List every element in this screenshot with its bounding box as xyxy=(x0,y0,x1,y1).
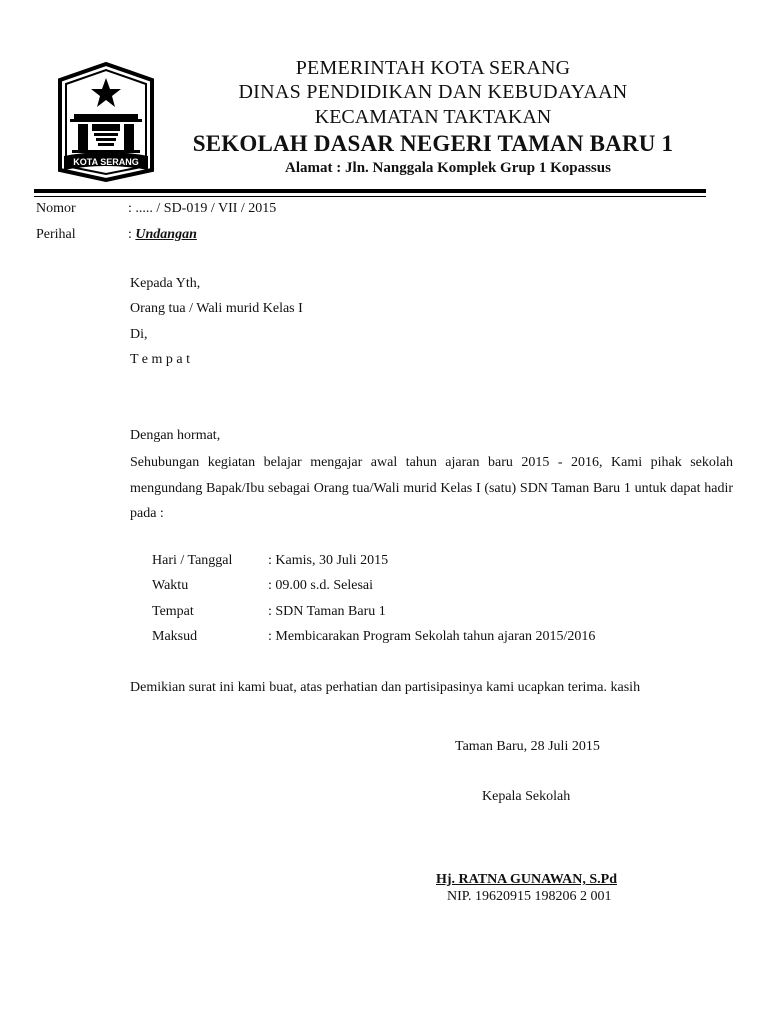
place-date: Taman Baru, 28 Juli 2015 xyxy=(455,739,600,754)
letterhead-divider-thin xyxy=(34,196,706,197)
detail-value-date: : Kamis, 30 Juli 2015 xyxy=(268,553,389,568)
recipient-greeting: Kepada Yth, xyxy=(130,276,201,291)
government-name: PEMERINTAH KOTA SERANG xyxy=(295,57,571,79)
school-address: Alamat : Jln. Nanggala Komplek Grup 1 Kopassus xyxy=(285,160,611,176)
logo-text: KOTA SERANG xyxy=(73,157,139,167)
signer-nip: NIP. 19620915 198206 2 001 xyxy=(447,889,612,904)
nomor-value: : ..... / SD-019 / VII / 2015 xyxy=(128,201,277,216)
perihal-field xyxy=(128,226,197,244)
closing-text: Demikian surat ini kami buat, atas perhatian dan partisipasinya kami ucapkan terima. kasih xyxy=(130,680,641,695)
recipient-di: Di, xyxy=(130,327,148,342)
perihal-value: Undangan xyxy=(135,227,197,242)
kota-serang-logo xyxy=(54,58,158,182)
detail-value-place: : SDN Taman Baru 1 xyxy=(268,604,386,619)
body-paragraph: Sehubungan kegiatan belajar mengajar awal tahun ajaran baru 2015 - 2016, Kami pihak sekolah mengundang Bapak/Ibu sebagai Orang tua/Wali murid Kelas I (satu) SDN Taman Baru 1 untuk dapat hadir pada : xyxy=(130,455,733,521)
district-name: KECAMATAN TAKTAKAN xyxy=(314,106,552,128)
nomor-label: Nomor xyxy=(36,201,76,216)
salutation: Dengan hormat, xyxy=(130,428,221,443)
letterhead-divider-thick xyxy=(34,189,706,193)
department-name: DINAS PENDIDIKAN DAN KEBUDAYAAN xyxy=(238,81,628,103)
detail-label-purpose: Maksud xyxy=(152,629,198,644)
detail-label-time: Waktu xyxy=(152,578,189,593)
detail-value-purpose: : Membicarakan Program Sekolah tahun ajaran 2015/2016 xyxy=(268,629,596,644)
detail-label-date: Hari / Tanggal xyxy=(152,553,233,568)
recipient-place: T e m p a t xyxy=(130,352,191,367)
detail-label-place: Tempat xyxy=(152,604,194,619)
perihal-colon: : xyxy=(128,227,136,242)
signer-name: Hj. RATNA GUNAWAN, S.Pd xyxy=(436,872,617,887)
school-name: SEKOLAH DASAR NEGERI TAMAN BARU 1 xyxy=(192,131,674,156)
detail-value-time: : 09.00 s.d. Selesai xyxy=(268,578,373,593)
letterhead xyxy=(150,56,716,178)
signer-position: Kepala Sekolah xyxy=(482,789,571,804)
perihal-label: Perihal xyxy=(36,227,76,242)
recipient-name: Orang tua / Wali murid Kelas I xyxy=(130,301,303,316)
